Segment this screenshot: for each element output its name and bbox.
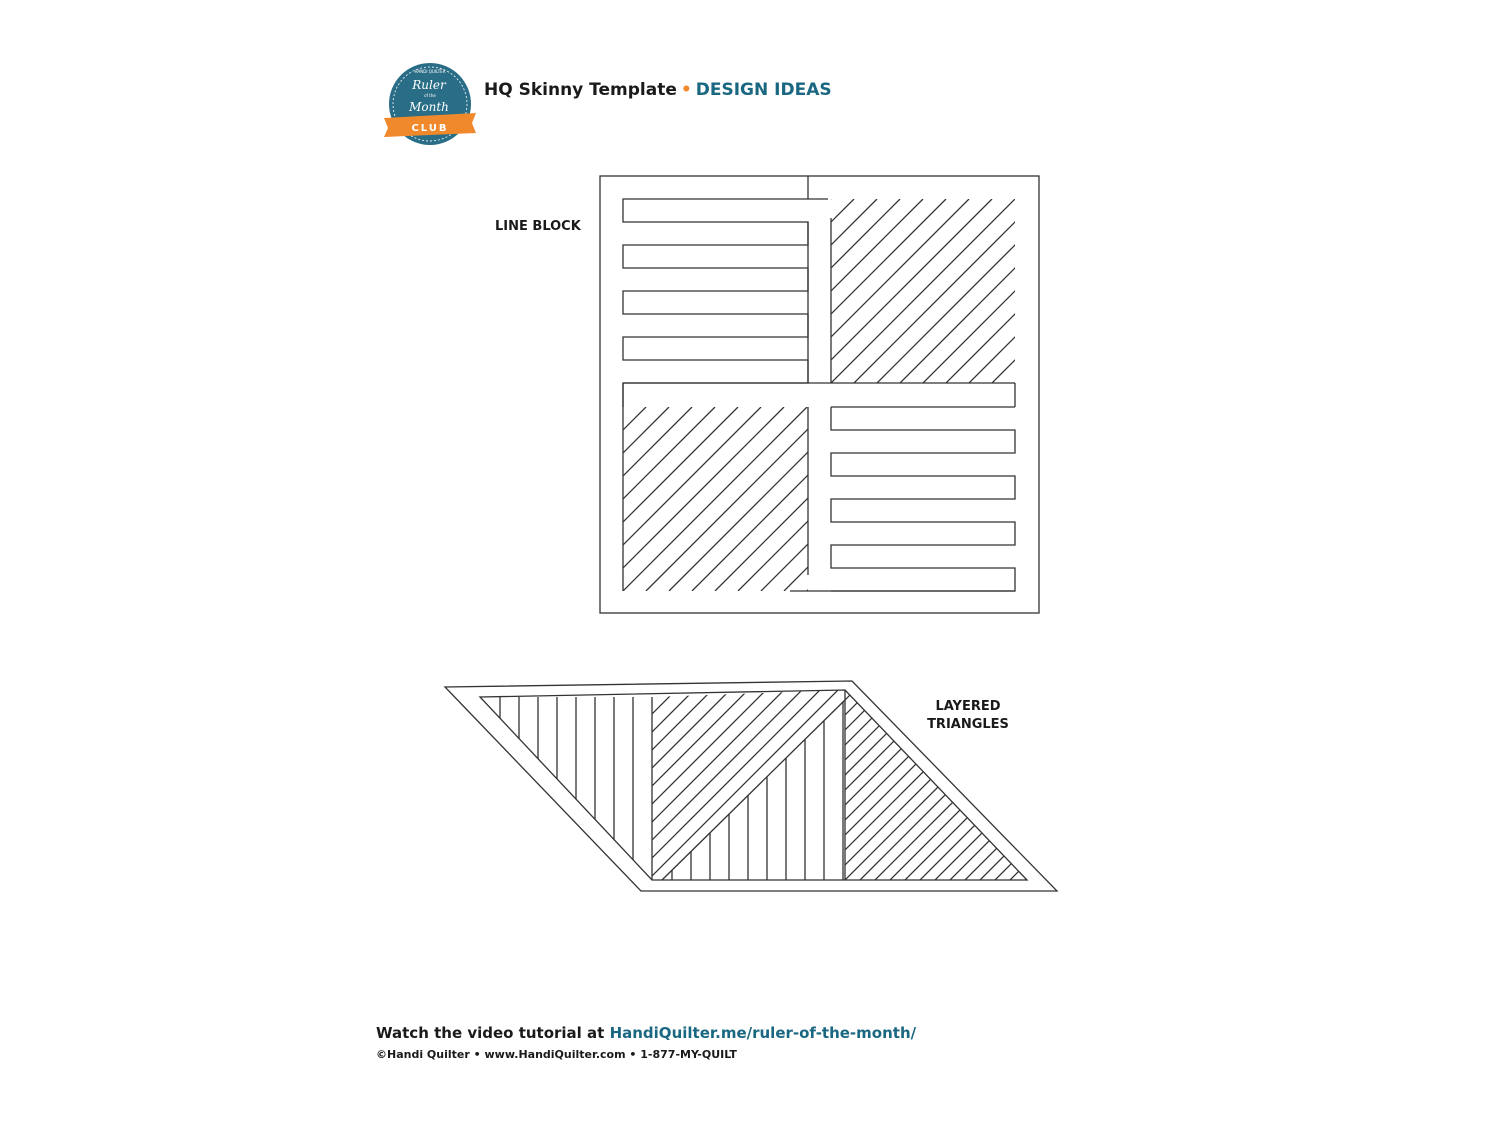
diagonal-line [584, 680, 794, 890]
diagonal-line [462, 407, 646, 591]
diagonal-line [865, 680, 1075, 890]
diagonal-line [1176, 199, 1360, 383]
diagonal-line [685, 680, 895, 890]
upper-middle-lines [440, 680, 1046, 890]
diagonal-line [674, 680, 884, 890]
diagonal-strip-edge [662, 700, 845, 880]
diagonal-line [566, 680, 776, 890]
diagonal-line [548, 680, 758, 890]
right-triangle-lines [640, 680, 1225, 890]
diagonal-line [1015, 680, 1225, 890]
diagonal-line [670, 680, 880, 890]
diagonal-line [577, 407, 761, 591]
diagonal-line [730, 680, 940, 890]
diagonal-line [900, 199, 1084, 383]
diagonal-line [808, 199, 992, 383]
diagonal-line [638, 680, 848, 890]
diagonal-line [831, 199, 1015, 383]
svg-text:HANDI QUILTER: HANDI QUILTER [414, 69, 446, 74]
svg-text:Month: Month [409, 100, 449, 114]
diagonal-line [554, 407, 738, 591]
layered-triangles-label-line2: TRIANGLES [927, 717, 1009, 732]
diagonal-line [1084, 199, 1268, 383]
tutorial-prefix: Watch the video tutorial at [376, 1024, 605, 1042]
diagonal-line [440, 680, 650, 890]
diagonal-line [1130, 199, 1314, 383]
svg-text:CLUB: CLUB [411, 123, 449, 134]
diagonal-line [656, 680, 866, 890]
diagonal-line [985, 680, 1195, 890]
diagonal-line [805, 680, 1015, 890]
diagonal-line [715, 680, 925, 890]
diagonal-line [970, 680, 1180, 890]
diagonal-line [1015, 199, 1199, 383]
diagonal-line [600, 407, 784, 591]
svg-text:of the: of the [424, 93, 436, 98]
diagonals-bottom-left [439, 407, 1175, 591]
tutorial-line [376, 1024, 916, 1042]
diagonal-line [494, 680, 704, 890]
diagonal-line [877, 199, 1061, 383]
inner-parallelogram [480, 690, 1027, 880]
diagonal-line [476, 680, 686, 890]
diagonal-line [820, 680, 1030, 890]
diagonal-line [790, 680, 1000, 890]
diagonal-line [530, 680, 740, 890]
diagonal-line [992, 199, 1176, 383]
svg-text:Ruler: Ruler [412, 78, 446, 92]
diagonal-line [692, 680, 902, 890]
serpentine-top-left [623, 199, 828, 407]
diagonal-line [880, 680, 1090, 890]
diagonal-line [764, 680, 974, 890]
diagonal-line [800, 680, 1010, 890]
diagonal-line [910, 680, 1120, 890]
diagonal-line [854, 199, 1038, 383]
diagonal-line [782, 680, 992, 890]
diagonal-line [745, 680, 955, 890]
line-block-label: LINE BLOCK [495, 219, 581, 234]
outer-parallelogram [445, 681, 1057, 891]
title-separator: • [680, 80, 692, 100]
layered-triangles-diagram [440, 680, 1225, 891]
diagonal-line [1000, 680, 1210, 890]
title-subtitle: DESIGN IDEAS [695, 80, 832, 100]
diagonal-line [439, 407, 623, 591]
diagonal-line [895, 680, 1105, 890]
tutorial-link[interactable]: HandiQuilter.me/ruler-of-the-month/ [609, 1024, 917, 1042]
template-name: HQ Skinny Template [484, 80, 677, 100]
diagonal-line [1153, 199, 1337, 383]
diagonal-line [969, 199, 1153, 383]
diagonal-line [923, 199, 1107, 383]
diagonal-line [1038, 199, 1222, 383]
diagonal-line [835, 680, 1045, 890]
diagonal-line [991, 407, 1175, 591]
diagonal-line [710, 680, 920, 890]
diagonal-line [785, 199, 969, 383]
left-triangle-lines [500, 680, 633, 890]
credits-line: ©Handi Quilter • www.HandiQuilter.com • 1-877-MY-QUILT [376, 1048, 737, 1061]
layered-triangles-label-line1: LAYERED [935, 699, 1001, 714]
diagonal-line [955, 680, 1165, 890]
serpentine-bottom-right [831, 407, 1015, 591]
diagonal-line [1061, 199, 1245, 383]
diagonal-line [623, 407, 807, 591]
diagonal-line [1107, 199, 1291, 383]
diagonal-line [669, 407, 853, 591]
diagonal-line [940, 680, 1150, 890]
diagonal-line [646, 407, 830, 591]
diagonal-line [485, 407, 669, 591]
diagonal-line [946, 199, 1130, 383]
line-block-diagram [439, 176, 1360, 613]
diagonal-line [925, 680, 1135, 890]
